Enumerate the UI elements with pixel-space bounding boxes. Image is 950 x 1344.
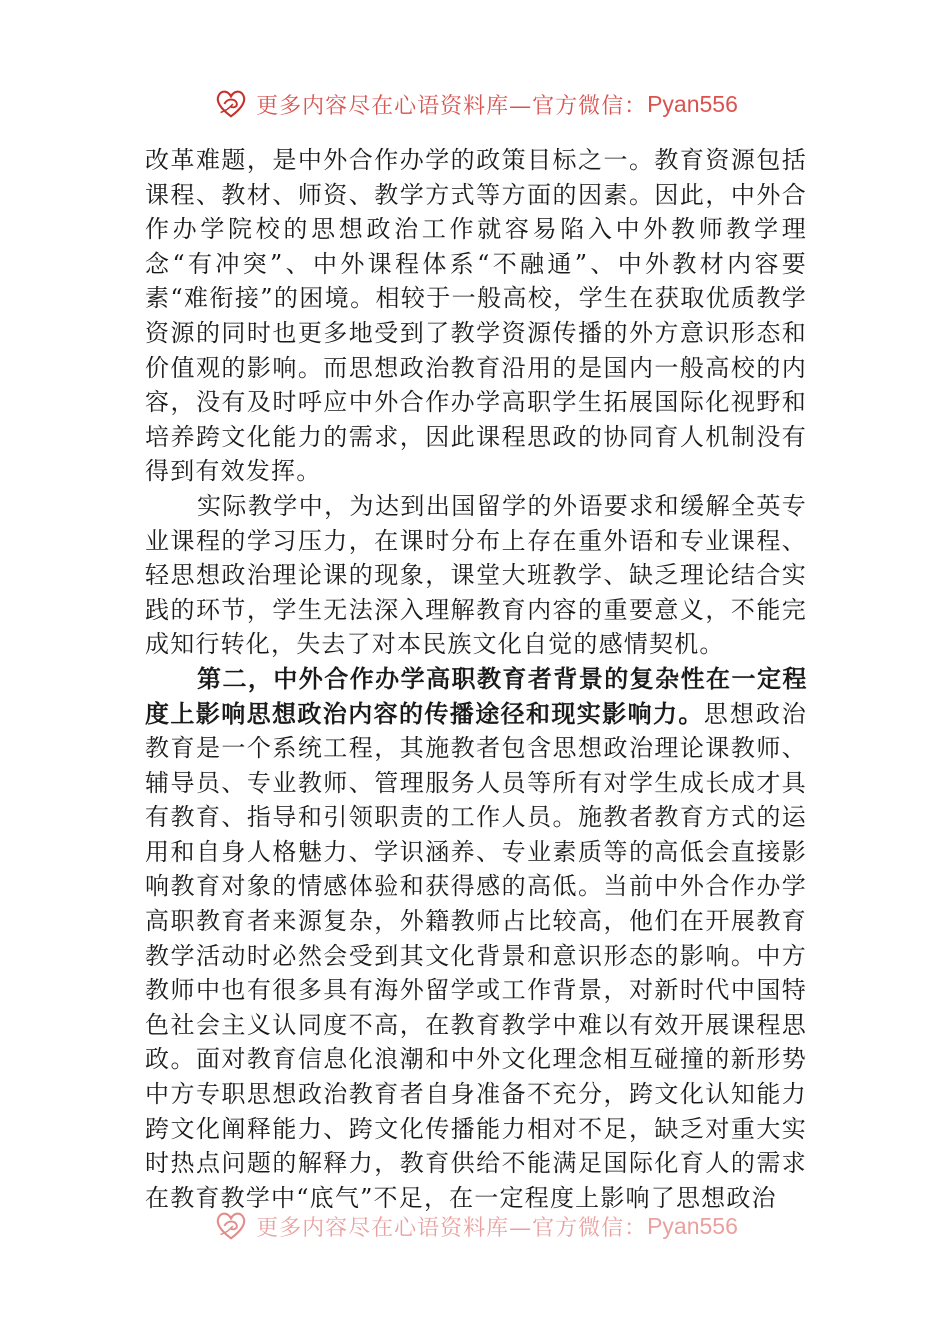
paragraph-3-text: 思想政治教育是一个系统工程，其施教者包含思想政治理论课教师、辅导员、专业教师、管理服务人员等所有对学生成长成才具有教育、指导和引领职责的工作人员。施教者教育方式的运用和自身人格魅力、学识涵养、专业素质等的高低会直接影响教育对象的情感体验和获得感的高低。当前中外合作办学高职教育者来源复杂，外籍教师占比较高，他们在开展教育教学活动时必然会受到其文化背景和意识形态的影响。中方教师中也有很多具有海外留学或工作背景，对新时代中国特色社会主义认同度不高，在教育教学中难以有效开展课程思政。面对教育信息化浪潮和中外文化理念相互碰撞的新形势中方专职思想政治教育者自身准备不充分，跨文化认知能力跨文化阐释能力、跨文化传播能力相对不足，缺乏对重大实时热点问题的解释力，教育供给不能满足国际化育人的需求在教育教学中“底气”不足，在一定程度上影响了思想政治: [145, 699, 807, 1212]
watermark-text: 更多内容尽在心语资料库—官方微信：: [256, 93, 648, 119]
paragraph-1: 改革难题，是中外合作办学的政策目标之一。教育资源包括课程、教材、师资、教学方式等方面的因素。因此，中外合作办学院校的思想政治工作就容易陷入中外教师教学理念“有冲突”、中外课程体系“不融通”、中外教材内容要素“难衔接”的困境。相较于一般高校，学生在获取优质教学资源的同时也更多地受到了教学资源传播的外方意识形态和价值观的影响。而思想政治教育沿用的是国内一般高校的内容，没有及时呼应中外合作办学高职学生拓展国际化视野和培养跨文化能力的需求，因此课程思政的协同育人机制没有得到有效发挥。: [145, 146, 807, 486]
paragraph-2: 实际教学中，为达到出国留学的外语要求和缓解全英专业课程的学习压力，在课时分布上存在重外语和专业课程、轻思想政治理论课的现象，课堂大班教学、缺乏理论结合实践的环节，学生无法深入理解教育内容的重要意义，不能完成知行转化，失去了对本民族文化自觉的感情契机。: [145, 491, 807, 659]
paragraph-3: [145, 662, 807, 1216]
wechat-id: Pyan556: [647, 90, 738, 117]
watermark-text: 更多内容尽在心语资料库—官方微信：: [256, 1215, 648, 1241]
wechat-id: Pyan556: [647, 1212, 738, 1239]
document-body: [145, 143, 807, 1215]
watermark-header: [0, 84, 950, 124]
watermark-footer: [0, 1206, 950, 1246]
paragraph-3-bold-lead: 第二，中外合作办学高职教育者背景的复杂性在一定程度上影响思想政治内容的传播途径和现实影响力。: [145, 664, 807, 728]
heart-swirl-logo-icon: [212, 85, 250, 123]
heart-swirl-logo-icon: [212, 1207, 250, 1245]
